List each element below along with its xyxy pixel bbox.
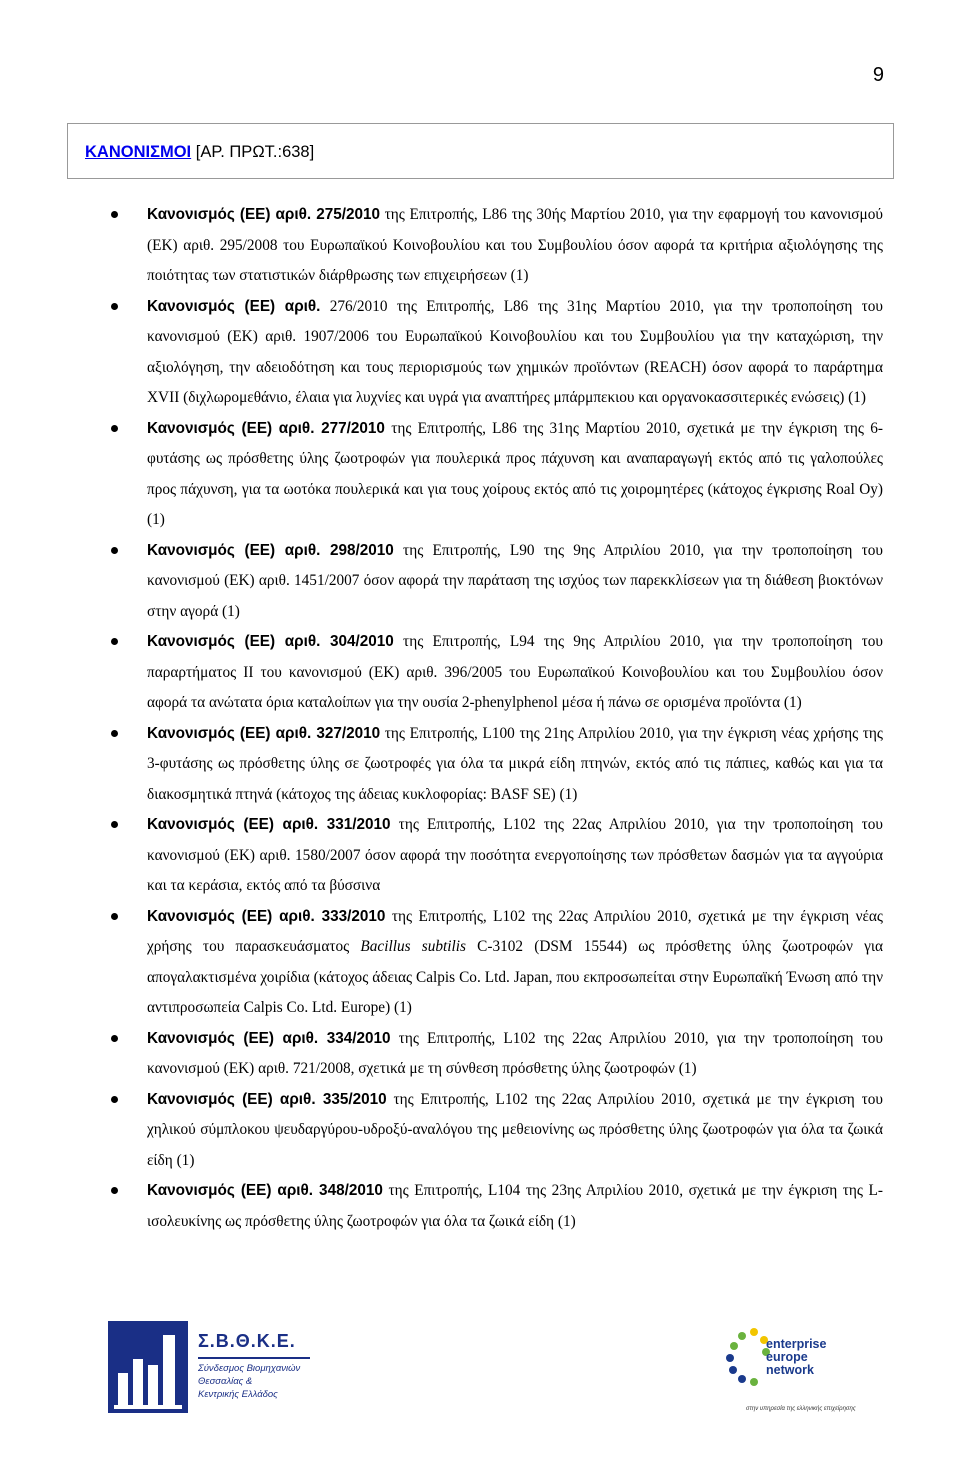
bullet-icon	[111, 1187, 118, 1194]
een-logo	[724, 1318, 854, 1418]
regulation-text: της Επιτροπής, L90 της 9ης Απριλίου 2010, για την τροποποίηση του κανονισμού (ΕΚ) αριθ. 1451/2007 όσον αφορά την παράταση της ισχύος των παρεκκλίσεων για τη διάθεση βιοκτόνων στην αγορά (1)	[147, 541, 883, 620]
list-item	[0, 810, 960, 902]
regulation-text: της Επιτροπής, L102 της 22ας Απριλίου 2010, σχετικά με την έγκριση του χηλικού σύμπλοκου ψευδαργύρου-υδροξύ-αναλόγου της μεθειονίνης ως πρόσθετης ύλης ζωοτροφών για όλα τα ζωικά είδη (1)	[147, 1090, 883, 1169]
regulation-text: 276/2010 της Επιτροπής, L86 της 31ης Μαρτίου 2010, για την τροποποίηση του κανονισμού (ΕΚ) αριθ. 1907/2006 του Ευρωπαϊκού Κοινοβουλίου και του Συμβουλίου για την καταχώριση, την αξιολόγηση, την αδειοδότηση και τους περιορισμούς των χημικών προϊόντων (REACH) όσον αφορά το παράρτημα XVII (διχλωρομεθάνιο, έλαια για λυχνίες και υγρά για αναπτήρες μπάρμπεκιου και οργανοκασσιτερικές ενώσεις) (1)	[147, 297, 883, 406]
section-title-link[interactable]: ΚΑΝΟΝΙΣΜΟΙ	[85, 143, 192, 161]
sbeke-acronym: Σ.Β.Θ.Κ.Ε.	[198, 1331, 296, 1351]
regulation-text-cont: C-3102 (DSM 15544) ως πρόσθετης ύλης ζωοτροφών για απογαλακτισμένα χοιρίδια (κάτοχος άδειας Calpis Co. Ltd. Japan, που εκπροσωπείται στην Ευρωπαϊκή Ένωση από την αντιπροσωπεία Calpis Co. Ltd. Europe) (1)	[147, 938, 883, 1016]
sbeke-line2: Θεσσαλίας &	[198, 1376, 253, 1387]
species-name: Bacillus subtilis	[360, 938, 466, 955]
regulation-text: της Επιτροπής, L100 της 21ης Απριλίου 2010, για την έγκριση νέας χρήσης της 3-φυτάσης ως πρόσθετης ύλης σε ζωοτροφές για όλα τα μικρά είδη πτηνών, εκτός από τις πάπιες, καθώς και για τα διακοσμητικά πτηνά (κάτοχος της άδειας κυκλοφορίας: BASF SE) (1)	[147, 724, 883, 803]
section-reference: [ΑΡ. ΠΡΩΤ.:638]	[191, 143, 315, 161]
list-item	[0, 627, 960, 719]
regulation-text: της Επιτροπής, L102 της 22ας Απριλίου 2010, για την τροποποίηση του κανονισμού (ΕΚ) αριθ. 721/2008, σχετικά με τη σύνθεση πρόσθετης ύλης ζωοτροφών (1)	[147, 1029, 883, 1077]
regulation-text: της Επιτροπής, L102 της 22ας Απριλίου 2010, σχετικά με την έγκριση νέας χρήσης του παρασκευάσματος	[147, 907, 883, 955]
list-item	[0, 1085, 960, 1177]
regulation-text: της Επιτροπής, L86 της 30ής Μαρτίου 2010, για την εφαρμογή του κανονισμού (ΕΚ) αριθ. 295/2008 του Ευρωπαϊκού Κοινοβουλίου και του Συμβουλίου όσον αφορά τα κριτήρια αξιολόγησης της ποιότητας των στατιστικών διάρθρωσης των επιχειρήσεων (1)	[147, 206, 883, 284]
list-item	[0, 719, 960, 811]
bullet-icon	[111, 425, 118, 432]
regulation-lead: Κανονισμός (ΕΕ) αριθ. 334/2010	[147, 1029, 391, 1047]
sbeke-line3: Κεντρικής Ελλάδος	[198, 1389, 278, 1400]
regulation-text: της Επιτροπής, L104 της 23ης Απριλίου 2010, σχετικά με την έγκριση της L-ισολευκίνης ως πρόσθετης ύλης ζωοτροφών για όλα τα ζωικά είδη (1)	[147, 1182, 883, 1230]
regulation-lead: Κανονισμός (ΕΕ) αριθ. 331/2010	[147, 816, 391, 833]
sbeke-logo	[108, 1321, 358, 1413]
regulation-lead: Κανονισμός (ΕΕ) αριθ. 333/2010	[147, 907, 386, 925]
section-header	[67, 123, 894, 179]
bullet-icon	[111, 1035, 118, 1042]
footer-logos	[0, 1318, 960, 1418]
een-line3: network	[766, 1363, 814, 1377]
list-item	[0, 414, 960, 536]
bullet-icon	[111, 913, 118, 920]
regulation-lead: Κανονισμός (ΕΕ) αριθ. 304/2010	[147, 633, 394, 650]
bullet-icon	[111, 547, 118, 554]
regulation-text: της Επιτροπής, L102 της 22ας Απριλίου 2010, για την τροποποίηση του κανονισμού (ΕΚ) αριθ. 1580/2007 όσον αφορά την ποσότητα ενεργοποίησης των πρόσθετων δασμών για τα αγγούρια και τα κεράσια, εκτός από τα βύσσινα	[147, 816, 883, 894]
een-tagline: στην υπηρεσία της ελληνικής επιχείρησης	[746, 1406, 856, 1412]
een-stars-icon	[724, 1326, 770, 1386]
list-item	[0, 292, 960, 414]
bullet-icon	[111, 303, 118, 310]
list-item	[0, 1024, 960, 1085]
sbeke-emblem-icon	[108, 1321, 188, 1413]
list-item	[0, 1176, 960, 1237]
regulation-list	[0, 200, 960, 1237]
bullet-icon	[111, 1096, 118, 1103]
regulation-lead: Κανονισμός (ΕΕ) αριθ. 327/2010	[147, 724, 381, 742]
een-line2: europe	[766, 1350, 808, 1364]
bullet-icon	[111, 211, 118, 218]
list-item	[0, 902, 960, 1024]
bullet-icon	[111, 638, 118, 645]
regulation-text: της Επιτροπής, L86 της 31ης Μαρτίου 2010, σχετικά με την έγκριση της 6-φυτάσης ως πρόσθετης ύλης ζωοτροφών για πουλερικά προς πάχυνση και αναπαραγωγή εκτός από τις γαλοπούλες προς πάχυνση, για τα ωοτόκα πουλερικά και για τους χοίρους εκτός από τις χοιρομητέρες (κάτοχος έγκρισης Roal Oy) (1)	[147, 419, 883, 528]
bullet-icon	[111, 821, 118, 828]
list-item	[0, 536, 960, 628]
regulation-lead: Κανονισμός (ΕΕ) αριθ.	[147, 297, 321, 315]
regulation-lead: Κανονισμός (ΕΕ) αριθ. 277/2010	[147, 419, 385, 437]
bullet-icon	[111, 730, 118, 737]
regulation-lead: Κανονισμός (ΕΕ) αριθ. 298/2010	[147, 541, 394, 559]
regulation-lead: Κανονισμός (ΕΕ) αριθ. 348/2010	[147, 1182, 383, 1199]
regulation-lead: Κανονισμός (ΕΕ) αριθ. 275/2010	[147, 206, 381, 223]
regulation-lead: Κανονισμός (ΕΕ) αριθ. 335/2010	[147, 1090, 387, 1108]
list-item	[0, 200, 960, 292]
regulation-text: της Επιτροπής, L94 της 9ης Απριλίου 2010, για την τροποποίηση του παραρτήματος II του κανονισμού (ΕΚ) αριθ. 396/2005 του Ευρωπαϊκού Κοινοβουλίου και του Συμβουλίου όσον αφορά τα ανώτατα όρια καταλοίπων για την ουσία 2-phenylphenol μέσα ή πάνω σε ορισμένα προϊόντα (1)	[147, 633, 883, 711]
sbeke-line1: Σύνδεσμος Βιομηχανιών	[198, 1363, 301, 1374]
sbeke-divider	[198, 1357, 310, 1359]
page-number: 9	[872, 64, 884, 86]
een-line1: enterprise	[766, 1337, 827, 1351]
